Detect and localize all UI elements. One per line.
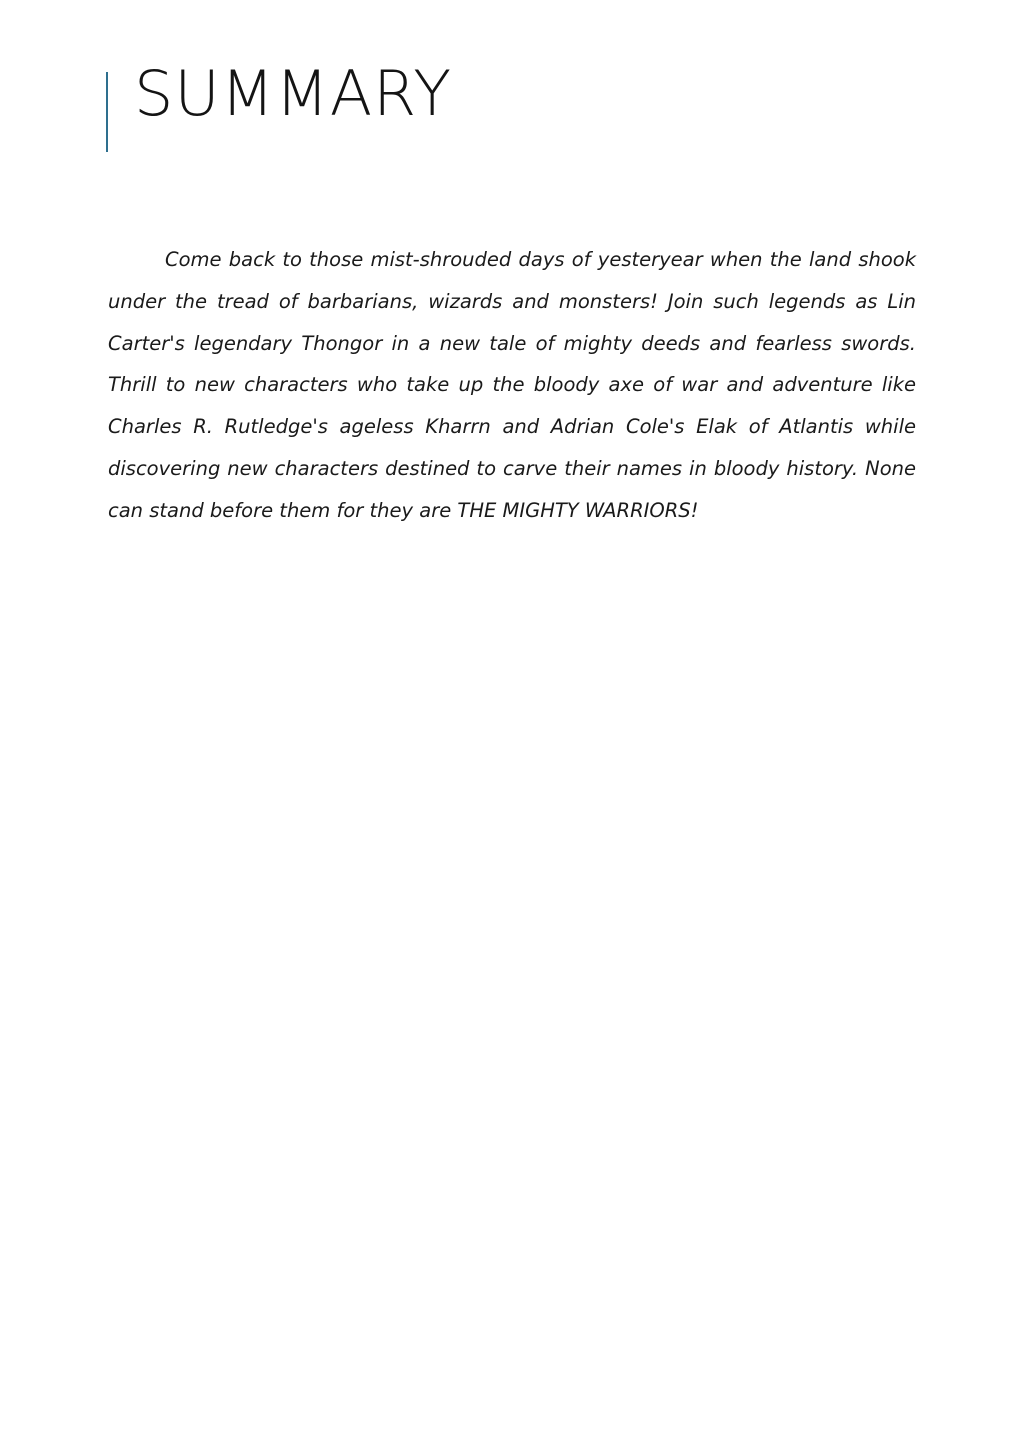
summary-paragraph: Come back to those mist-shrouded days of yesteryear when the land shook under the tread of barbarians, wizards and monsters! Join such legends as Lin Carter's legendary Thongor in a new tale of mighty deeds and fearless swords. Thrill to new characters who take up the bloody axe of war and adventure like Charles R. Rutledge's ageless Kharrn and Adrian Cole's Elak of Atlantis while discovering new characters destined to carve their names in bloody history. None can stand before them for they are THE MIGHTY WARRIORS! (108, 248, 916, 522)
heading-block (106, 57, 453, 152)
page-title: SUMMARY (134, 57, 453, 131)
heading-accent-bar (106, 72, 108, 152)
